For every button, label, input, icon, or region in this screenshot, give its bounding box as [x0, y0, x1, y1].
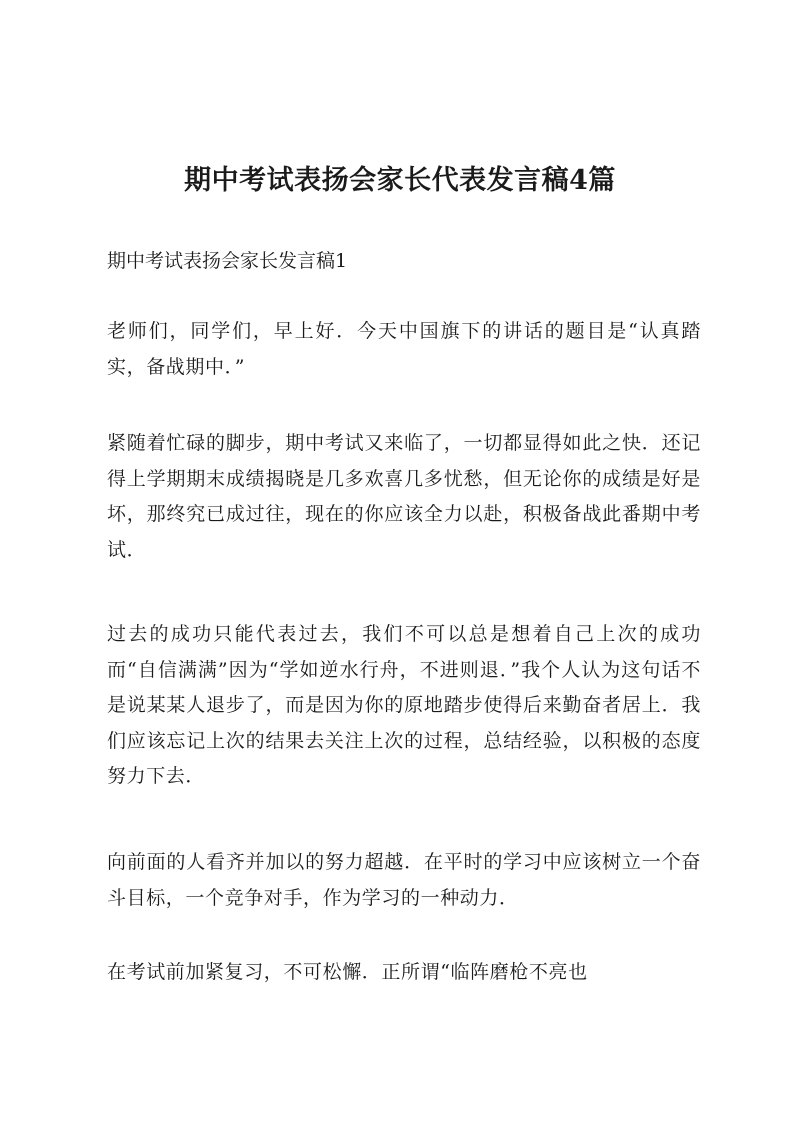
paragraph-4: 向前面的人看齐并加以的努力超越．在平时的学习中应该树立一个奋斗目标，一个竞争对手，作为学习的一种动力． [107, 851, 701, 909]
paragraph-3: 过去的成功只能代表过去，我们不可以总是想着自己上次的成功而“自信满满”因为“学如逆水行舟，不进则退．”我个人认为这句话不是说某某人退步了，而是因为你的原地踏步使得后来勤奋者居上．我们应该忘记上次的结果去关注上次的过程，总结经验，以积极的态度努力下去． [107, 623, 701, 787]
section-heading: 期中考试表扬会家长发言稿1 [107, 250, 348, 272]
paragraph-2: 紧随着忙碌的脚步，期中考试又来临了，一切都显得如此之快．还记得上学期期末成绩揭晓是几多欢喜几多忧愁，但无论你的成绩是好是坏，那终究已成过往，现在的你应该全力以赴，积极备战此番期中考试． [107, 432, 701, 561]
paragraph-1: 老师们，同学们，早上好．今天中国旗下的讲话的题目是“认真踏实，备战期中．” [107, 320, 701, 378]
paragraph-5: 在考试前加紧复习，不可松懈．正所谓“临阵磨枪不亮也 [107, 961, 588, 983]
document-title: 期中考试表扬会家长代表发言稿4篇 [184, 165, 616, 196]
